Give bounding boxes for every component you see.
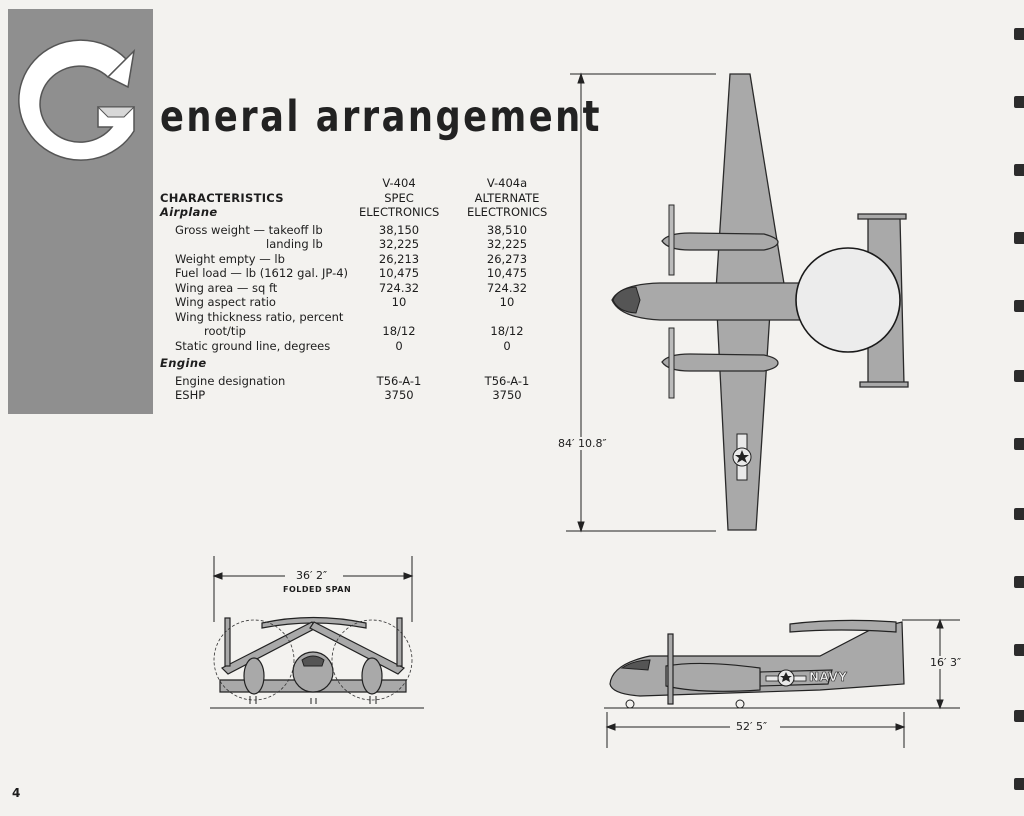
row-label: Gross weight — takeoff lb (175, 222, 323, 237)
row-value-alt: 38,510 (486, 222, 528, 237)
row-value-spec: 3750 (384, 388, 414, 402)
index-tab (1014, 96, 1024, 108)
index-tab (1014, 508, 1024, 520)
row-label: Weight empty — lb (175, 251, 285, 266)
length-dimension-label: 84′ 10.8″ (558, 437, 607, 450)
row-value-alt: 26,273 (486, 251, 528, 266)
engine-section-heading: Engine (160, 356, 207, 370)
col1-model: V-404 (382, 176, 416, 190)
row-label: Fuel load — lb (1612 gal. JP-4) (175, 266, 349, 280)
row-value-alt: 10,475 (486, 266, 528, 280)
row-value-spec: 10 (391, 295, 407, 309)
page-number: 4 (12, 786, 21, 800)
row-label: Static ground line, degrees (175, 338, 331, 353)
row-value-alt: 3750 (492, 388, 522, 402)
index-tab (1014, 164, 1024, 176)
index-tab (1014, 644, 1024, 656)
row-value-spec: 10,475 (378, 266, 420, 280)
row-value-spec: 0 (395, 338, 403, 353)
col1-subtitle: SPEC (384, 190, 414, 205)
row-value-alt: 724.32 (486, 280, 528, 295)
index-tab (1014, 710, 1024, 722)
row-label: landing lb (266, 237, 323, 251)
page-title: eneral arrangement (160, 92, 602, 142)
row-label: root/tip (204, 324, 246, 338)
row-value-alt: 0 (503, 338, 511, 353)
index-tab (1014, 438, 1024, 450)
row-value-spec: 724.32 (378, 280, 420, 295)
row-value-alt: 32,225 (486, 237, 528, 251)
side-length-dimension-label: 52′ 5″ (736, 720, 768, 733)
folded-span-caption: FOLDED SPAN (283, 585, 352, 594)
index-tab (1014, 778, 1024, 790)
row-label: ESHP (175, 388, 206, 402)
row-value-alt: 10 (499, 295, 515, 309)
row-value-spec: 18/12 (382, 324, 416, 338)
col2-subtitle: ALTERNATE (474, 190, 540, 205)
row-label: Wing thickness ratio, percent (175, 309, 344, 324)
index-tab (1014, 370, 1024, 382)
row-label: Wing aspect ratio (175, 295, 276, 309)
index-tab (1014, 300, 1024, 312)
airplane-section-heading: Airplane (160, 205, 218, 219)
row-label: Wing area — sq ft (175, 280, 278, 295)
row-label: Engine designation (175, 373, 286, 388)
index-tab (1014, 232, 1024, 244)
row-value-alt: 18/12 (490, 324, 524, 338)
col2-electronics: ELECTRONICS (467, 205, 548, 219)
row-value-alt: T56-A-1 (484, 373, 530, 388)
row-value-spec: 32,225 (378, 237, 420, 251)
height-dimension-label: 16′ 3″ (930, 656, 962, 669)
row-value-spec: 38,150 (378, 222, 420, 237)
row-value-spec: 26,213 (378, 251, 420, 266)
col1-electronics: ELECTRONICS (359, 205, 440, 219)
row-value-spec: T56-A-1 (376, 373, 422, 388)
folded-span-dimension-label: 36′ 2″ (296, 569, 328, 582)
index-tab (1014, 576, 1024, 588)
characteristics-heading: CHARACTERISTICS (160, 190, 284, 205)
col2-model: V-404a (486, 176, 528, 190)
index-tab (1014, 28, 1024, 40)
navy-marking: NAVY (809, 670, 848, 684)
